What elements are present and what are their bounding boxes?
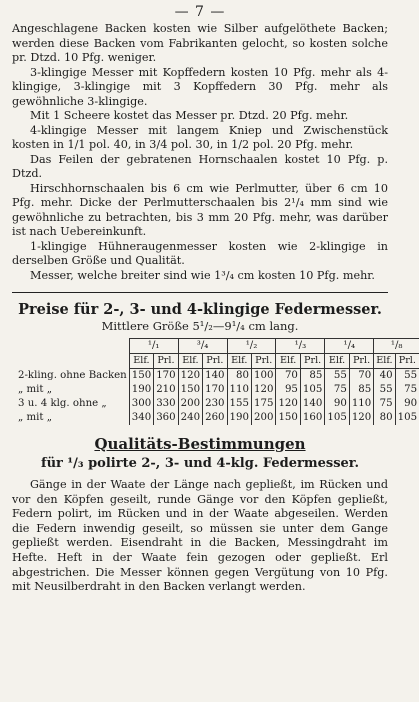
price-cell: 70 [276, 369, 300, 384]
material-header: Elf. [276, 354, 300, 369]
price-table-subtitle: Mittlere Größe 5¹/₂—9¹/₄ cm lang. [101, 319, 299, 333]
table-row [16, 411, 419, 425]
price-cell: 160 [300, 411, 324, 425]
price-cell: 140 [300, 397, 324, 411]
fraction-header: ¹/₁ [129, 339, 178, 354]
price-table [16, 338, 419, 425]
intro-paragraph: 1-klingige Hühneraugenmesser kosten wie 2-klingige in derselben Größe und Qualität. [12, 239, 388, 267]
material-header: Elf. [374, 354, 395, 369]
price-cell: 200 [178, 397, 202, 411]
price-cell: 105 [395, 411, 419, 425]
intro-paragraph: Das Feilen der gebratenen Hornschaalen kostet 10 Pfg. p. Dtzd. [12, 152, 388, 180]
price-cell: 75 [374, 397, 395, 411]
price-cell: 120 [349, 411, 373, 425]
price-cell: 300 [129, 397, 153, 411]
price-cell: 55 [325, 369, 349, 384]
material-header: Elf. [129, 354, 153, 369]
intro-text [12, 22, 388, 283]
table-row [16, 369, 419, 384]
page-number: — 7 — [174, 4, 226, 20]
intro-paragraph: Angeschlagene Backen kosten wie Silber aufgelöthete Backen; werden diese Backen vom Fabrikanten gelocht, so kosten solche pr. Dtzd. 10 Pfg. weniger. [12, 22, 388, 64]
price-cell: 85 [349, 383, 373, 397]
price-cell: 240 [178, 411, 202, 425]
price-cell: 140 [203, 369, 227, 384]
price-cell: 55 [395, 369, 419, 384]
price-cell: 340 [129, 411, 153, 425]
price-cell: 110 [349, 397, 373, 411]
price-cell: 175 [252, 397, 276, 411]
intro-paragraph: Messer, welche breiter sind wie 1³/₄ cm kosten 10 Pfg. mehr. [30, 268, 375, 282]
price-cell: 80 [374, 411, 395, 425]
price-cell: 90 [395, 397, 419, 411]
price-cell: 70 [349, 369, 373, 384]
fraction-header: ³/₄ [178, 339, 227, 354]
price-cell: 75 [325, 383, 349, 397]
price-cell: 110 [227, 383, 251, 397]
quality-subtitle: für ¹/₃ polirte 2-, 3- und 4-klg. Federmesser. [41, 456, 359, 471]
quality-paragraph: Gänge in der Waate der Länge nach gepließt, im Rücken und vor den Köpfen geseilt, runde Gänge vor den Köpfen gepließt, Federn polirt, im Rücken und in der Waate abgeseilen. Werden die Federn inwendig geseilt, so müssen sie unter dem Gange gepließt werden. Eisendraht in die Backen, Messingdraht im Hefte. Heft in der Waate fein gezogen oder gepließt. Erl abgestrichen. Die Messer können gegen Vergütung von 10 Pfg. mit Neusilberdraht in den Backen verlangt werden. [12, 478, 388, 594]
price-cell: 360 [154, 411, 178, 425]
price-cell: 190 [227, 411, 251, 425]
intro-paragraph: 4-klingige Messer mit langem Kniep und Zwischenstück kosten in 1/1 pol. 40, in 3/4 pol. 30, in 1/2 pol. 20 Pfg. mehr. [12, 123, 388, 151]
row-label: 2-kling. ohne Backen [18, 369, 127, 381]
price-cell: 260 [203, 411, 227, 425]
price-cell: 330 [154, 397, 178, 411]
material-header: Prl. [203, 354, 227, 369]
price-cell: 150 [129, 369, 153, 384]
price-cell: 90 [325, 397, 349, 411]
intro-paragraph: Hirschhornschaalen bis 6 cm wie Perlmutter, über 6 cm 10 Pfg. mehr. Dicke der Perlmutterschaalen bis 2¹/₄ mm sind wie gewöhnliche zu betrachten, bis 3 mm 20 Pfg. mehr, was darüber ist nach Uebereinkunft. [12, 181, 388, 238]
price-cell: 85 [300, 369, 324, 384]
material-header: Elf. [227, 354, 251, 369]
table-row [16, 397, 419, 411]
price-cell: 170 [154, 369, 178, 384]
price-cell: 80 [227, 369, 251, 384]
price-cell: 40 [374, 369, 395, 384]
material-header: Prl. [395, 354, 419, 369]
price-cell: 55 [374, 383, 395, 397]
material-header: Prl. [154, 354, 178, 369]
price-cell: 155 [227, 397, 251, 411]
price-cell: 120 [276, 397, 300, 411]
price-cell: 105 [300, 383, 324, 397]
quality-title: Qualitäts-Bestimmungen [94, 435, 306, 453]
price-cell: 230 [203, 397, 227, 411]
intro-paragraph: Mit 1 Scheere kostet das Messer pr. Dtzd. 20 Pfg. mehr. [30, 109, 349, 122]
price-cell: 100 [252, 369, 276, 384]
fraction-header: ¹/₃ [276, 339, 325, 354]
price-cell: 120 [252, 383, 276, 397]
material-header: Prl. [300, 354, 324, 369]
price-cell: 150 [276, 411, 300, 425]
material-header: Elf. [325, 354, 349, 369]
intro-paragraph: 3-klingige Messer mit Kopffedern kosten 10 Pfg. mehr als 4-klingige, 3-klingige mit 3 Kopffedern 30 Pfg. mehr als gewöhnliche 3-klingige. [12, 65, 388, 108]
material-header: Elf. [178, 354, 202, 369]
price-cell: 75 [395, 383, 419, 397]
fraction-header: ¹/₄ [325, 339, 374, 354]
price-cell: 150 [178, 383, 202, 397]
material-header: Prl. [252, 354, 276, 369]
price-cell: 120 [178, 369, 202, 384]
row-label: 3 u. 4 klg. ohne „ [18, 398, 107, 409]
price-table-title: Preise für 2-, 3- und 4-klingige Federmesser. [18, 301, 382, 318]
row-label: „ mit „ [18, 412, 53, 423]
price-cell: 105 [325, 411, 349, 425]
price-cell: 210 [154, 383, 178, 397]
price-cell: 170 [203, 383, 227, 397]
price-cell: 95 [276, 383, 300, 397]
table-row [16, 383, 419, 397]
price-cell: 200 [252, 411, 276, 425]
fraction-header: ¹/₈ [374, 339, 419, 354]
row-label: „ mit „ [18, 384, 53, 395]
fraction-header: ¹/₂ [227, 339, 276, 354]
material-header: Prl. [349, 354, 373, 369]
price-cell: 190 [129, 383, 153, 397]
section-divider [12, 292, 388, 293]
